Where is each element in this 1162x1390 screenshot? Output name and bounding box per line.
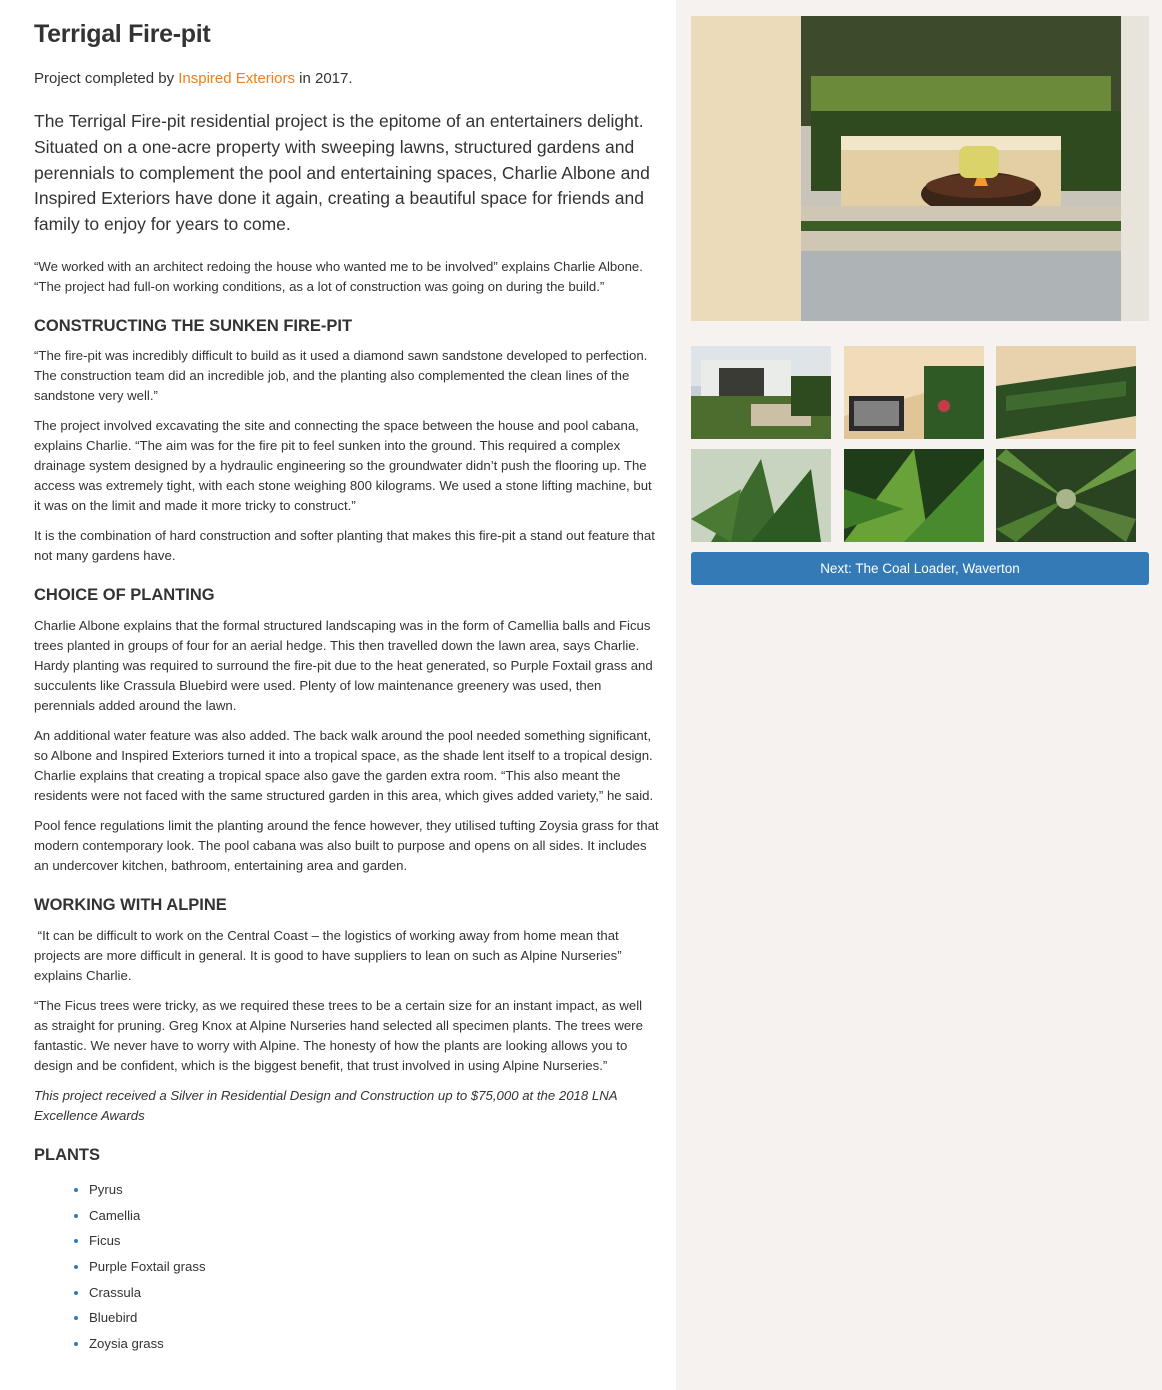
paragraph: “The Ficus trees were tricky, as we required these trees to be a certain size for an instant impact, as well as straight for pruning. Greg Knox at Alpine Nurseries hand selected all specimen plants. The trees were fantastic. We never have to worry with Alpine. The honesty of how the plants are looking allows you to design and be confident, which is the biggest benefit, that trust involved in using Alpine Nurseries.” — [34, 998, 643, 1073]
page-title: Terrigal Fire-pit — [34, 20, 211, 48]
plants-list — [74, 1179, 206, 1359]
gallery-thumbnail[interactable] — [844, 346, 984, 439]
section-heading-planting: CHOICE OF PLANTING — [34, 586, 215, 604]
paragraph: Charlie Albone explains that the formal structured landscaping was in the form of Camellia balls and Ficus trees planted in groups of four for an aerial hedge. This then travelled down the lawn area, says Charlie. Hardy planting was required to surround the fire-pit due to the heat generated, so Purple Foxtail grass and succulents like Crassula Bluebird were used. Plenty of low maintenance greenery was used, then perennials added around the lawn. — [34, 618, 653, 713]
section-heading-fire-pit: CONSTRUCTING THE SUNKEN FIRE-PIT — [34, 317, 353, 335]
list-item: Camellia — [74, 1205, 206, 1231]
list-item: Bluebird — [74, 1307, 206, 1333]
award-note: This project received a Silver in Residential Design and Construction up to $75,000 at the 2018 LNA Excellence Awards — [34, 1088, 618, 1123]
list-item: Crassula — [74, 1282, 206, 1308]
paragraph: An additional water feature was also added. The back walk around the pool needed something significant, so Albone and Inspired Exteriors turned it into a tropical space, as the shade lent itself to a tropical design. Charlie explains that creating a tropical space also gave the garden extra room. “This also meant the residents were not faced with the same structured garden in this area, which gives added variety,” he said. — [34, 728, 654, 803]
gallery-thumbnail[interactable] — [996, 346, 1136, 439]
paragraph: It is the combination of hard construction and softer planting that makes this fire-pit a stand out feature that not many gardens have. — [34, 528, 655, 563]
paragraph: Pool fence regulations limit the planting around the fence however, they utilised tufting Zoysia grass for that modern contemporary look. The pool cabana was also built to purpose and opens on all sides. It includes an undercover kitchen, bathroom, entertaining area and garden. — [34, 818, 659, 873]
lead-paragraph: The Terrigal Fire-pit residential project is the epitome of an entertainers delight. Situated on a one-acre property with sweeping lawns, structured gardens and perennials to complement the pool and entertaining spaces, Charlie Albone and Inspired Exteriors have done it again, creating a beautiful space for friends and family to enjoy for years to come. — [34, 111, 650, 235]
paragraph: “The fire-pit was incredibly difficult to build as it used a diamond sawn sandstone developed to perfection. The construction team did an incredible job, and the planting also complemented the clean lines of the sandstone very well.” — [34, 348, 648, 403]
gallery-thumbnail[interactable] — [844, 449, 984, 542]
list-item: Pyrus — [74, 1179, 206, 1205]
intro-quote: “We worked with an architect redoing the house who wanted me to be involved” explains Charlie Albone. “The project had full-on working conditions, as a lot of construction was going on during the build.” — [34, 259, 643, 294]
byline-prefix: Project completed by — [34, 70, 175, 87]
paragraph: The project involved excavating the site and connecting the space between the house and pool cabana, explains Charlie. “The aim was for the fire pit to feel sunken into the ground. This required a complex drainage system designed by a hydraulic engineering so the groundwater didn’t push the flooring up. The access was extremely tight, with each stone weighing 800 kilograms. We used a stone lifting machine, but it was on the limit and made it more tricky to construct.” — [34, 418, 652, 513]
byline-suffix: in 2017. — [299, 70, 353, 87]
sidebar — [676, 0, 1162, 1390]
byline — [34, 70, 353, 87]
gallery-thumbnail[interactable] — [691, 346, 831, 439]
list-item: Zoysia grass — [74, 1333, 206, 1359]
section-heading-plants: PLANTS — [34, 1146, 100, 1164]
section-heading-alpine: WORKING WITH ALPINE — [34, 896, 227, 914]
list-item: Purple Foxtail grass — [74, 1256, 206, 1282]
paragraph: “It can be difficult to work on the Central Coast – the logistics of working away from home mean that projects are more difficult in general. It is good to have suppliers to lean on such as Alpine Nurseries” explains Charlie. — [34, 928, 626, 983]
company-link[interactable]: Inspired Exteriors — [178, 70, 295, 87]
hero-image[interactable] — [691, 16, 1149, 321]
list-item: Ficus — [74, 1230, 206, 1256]
next-project-button[interactable]: Next: The Coal Loader, Waverton — [691, 552, 1149, 585]
gallery-thumbnail[interactable] — [996, 449, 1136, 542]
gallery-thumbnail[interactable] — [691, 449, 831, 542]
